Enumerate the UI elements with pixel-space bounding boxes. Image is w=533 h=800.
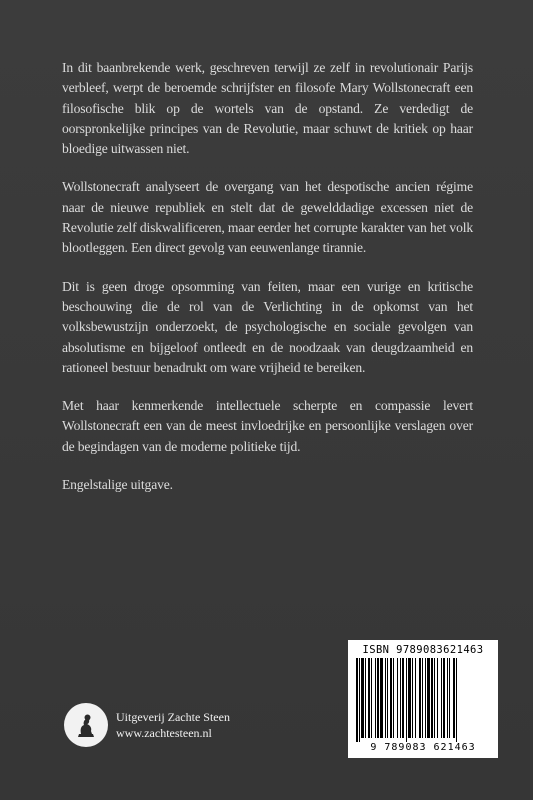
publisher-website: www.zachtesteen.nl (116, 726, 212, 740)
blurb-paragraph-1: In dit baanbrekende werk, geschreven terwijl ze zelf in revolutionair Parijs verbleef, werpt de beroemde schrijfster en filosofe Mary Wollstonecraft een filosofische blik op de wortels van de opstand. Ze verdedigt de oorspronkelijke principes van de Revolutie, maar schuwt de kritiek op haar bloedige uitwassen niet. (62, 60, 473, 157)
thinker-statue-icon (64, 703, 108, 747)
blurb-paragraph-2: Wollstonecraft analyseert de overgang van het despotische ancien régime naar de nieuwe republiek en stelt dat de gewelddadige excessen niet de Revolutie zelf diskwalificeren, maar eerder het corrupte karakter van het volk blootleggen. Een direct gevolg van eeuwenlange tirannie. (62, 179, 473, 256)
barcode-digits: 9 789083 621463 (370, 742, 476, 753)
blurb-paragraph-5: Engelstalige uitgave. (62, 477, 173, 493)
isbn-barcode (348, 640, 498, 758)
publisher-name: Uitgeverij Zachte Steen (116, 710, 230, 724)
blurb-paragraph-3: Dit is geen droge opsomming van feiten, maar een vurige en kritische beschouwing die de rol van de Verlichting in de opkomst van het volksbewustzijn onderzoekt, de psychologische en sociale gevolgen van absolutisme en bijgeloof ontleedt en de noodzaak van deugdzaamheid en rationeel bestuur benadrukt om ware vrijheid te bereiken. (62, 278, 473, 375)
blurb-text (62, 58, 473, 513)
publisher-block (64, 703, 230, 747)
blurb-paragraph-4: Met haar kenmerkende intellectuele scherpte en compassie levert Wollstonecraft een van de meest invloedrijke en persoonlijke verslagen over de begindagen van de moderne politieke tijd. (62, 398, 473, 454)
isbn-label: ISBN 9789083621463 (362, 644, 484, 656)
